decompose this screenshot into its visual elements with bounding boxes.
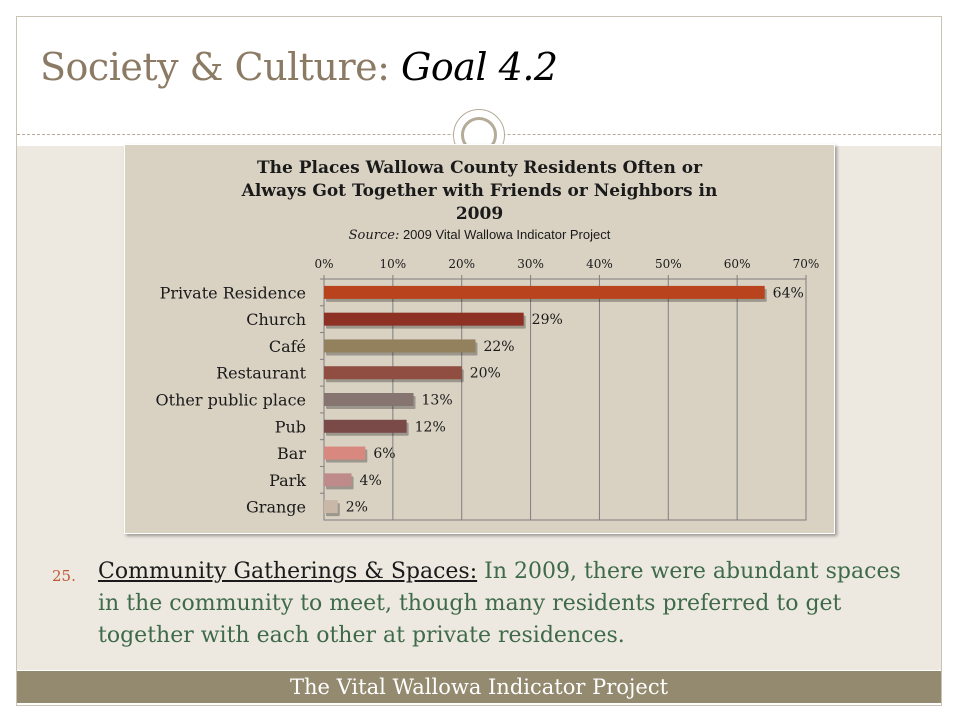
category-label: Park (269, 470, 306, 490)
bullet-body: In 2009, there were abundant spaces in the community to meet, though many residents preferred to get together with each other at private residences. (98, 559, 901, 648)
chart-title-line: The Places Wallowa County Residents Often or (256, 158, 703, 178)
footer-bar (17, 671, 941, 703)
slide-title-accent: Goal 4.2 (401, 45, 558, 89)
value-label: 64% (772, 285, 804, 302)
category-label: Café (268, 336, 306, 356)
value-label: 4% (359, 472, 382, 489)
chart-source-label: Source: (348, 228, 400, 243)
bar-chart (124, 144, 835, 534)
x-tick-label: 20% (448, 257, 476, 271)
value-label: 6% (373, 446, 396, 463)
value-label: 20% (469, 365, 501, 382)
bar (324, 447, 365, 460)
x-tick-label: 30% (517, 257, 544, 271)
category-label: Other public place (155, 390, 306, 410)
bar (324, 339, 475, 352)
bullet-heading: Community Gatherings & Spaces: (98, 559, 478, 584)
bullet-text (98, 556, 908, 652)
x-tick-label: 70% (792, 257, 820, 271)
bar (324, 393, 414, 406)
value-label: 12% (414, 419, 446, 436)
chart-source-text: 2009 Vital Wallowa Indicator Project (399, 227, 611, 242)
category-label: Grange (246, 497, 306, 517)
bar (324, 473, 352, 486)
footer-text: The Vital Wallowa Indicator Project (289, 675, 669, 699)
bar (324, 500, 338, 513)
x-tick-label: 40% (586, 257, 613, 271)
x-tick-label: 0% (314, 257, 334, 271)
x-tick-label: 50% (654, 257, 682, 271)
bar (324, 313, 524, 326)
category-label: Restaurant (216, 363, 306, 383)
x-tick-label: 10% (379, 257, 407, 271)
bar (324, 366, 462, 379)
slide-title-main: Society & Culture: (40, 45, 402, 89)
value-label: 22% (483, 338, 515, 355)
category-label: Private Residence (159, 283, 306, 303)
category-label: Church (246, 310, 306, 330)
x-tick-label: 60% (723, 257, 751, 271)
chart-title-line: Always Got Together with Friends or Neighbors in (241, 181, 718, 201)
category-label: Pub (274, 417, 306, 437)
bar (324, 420, 407, 433)
value-label: 29% (531, 312, 563, 329)
slide-title (40, 45, 558, 89)
bar (324, 286, 765, 299)
bullet-number: 25. (52, 567, 76, 585)
chart-title-line: 2009 (455, 204, 504, 224)
category-label: Bar (277, 444, 306, 464)
value-label: 2% (345, 499, 368, 516)
value-label: 13% (421, 392, 453, 409)
